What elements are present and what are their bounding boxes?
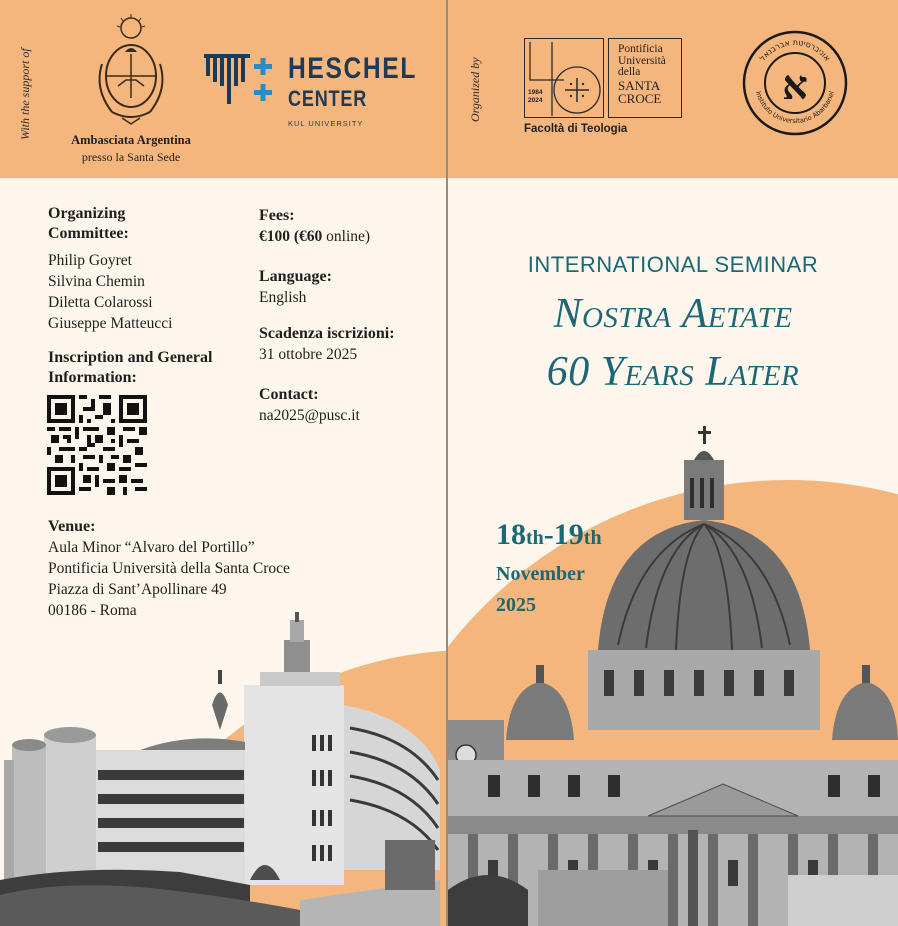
heschel-name: HESCHEL	[288, 52, 418, 85]
heschel-center: CENTER	[288, 86, 368, 111]
deadline-value: 31 ottobre 2025	[259, 346, 358, 363]
seminar-title-line1: Nostra Aetate	[553, 291, 793, 337]
svg-text:Instituto Universitario Abarba: Instituto Universitario Abarbanel	[754, 90, 836, 126]
venue-line: Pontificia Università della Santa Croce	[48, 560, 290, 577]
heschel-university: KUL UNIVERSITY	[288, 119, 364, 128]
left-panel	[0, 0, 446, 926]
committee-member: Philip Goyret	[48, 252, 132, 269]
qr-code[interactable]	[47, 395, 147, 495]
seminar-title-line2: 60 Years Later	[546, 349, 800, 395]
event-dates: 18th-19th	[496, 518, 602, 551]
committee-member: Giuseppe Matteucci	[48, 315, 173, 332]
contact-heading: Contact:	[259, 386, 319, 403]
faculty-name: Facoltà di Teologia	[524, 123, 628, 135]
embassy-name: Ambasciata Argentina	[71, 133, 191, 147]
embassy-subtitle: presso la Santa Sede	[81, 150, 181, 164]
venue-block	[48, 517, 348, 621]
venue-line: Piazza di Sant’Apollinare 49	[48, 581, 227, 598]
event-month: November	[496, 563, 585, 585]
contact-email[interactable]: na2025@pusc.it	[259, 407, 360, 424]
venue-line: Aula Minor “Alvaro del Portillo”	[48, 539, 255, 556]
pusc-years: 1984 2024	[528, 89, 543, 104]
inscription-heading: Inscription and General Information:	[48, 349, 213, 386]
language-value: English	[259, 289, 307, 306]
committee-member: Diletta Colarossi	[48, 294, 153, 311]
support-label: With the support of	[18, 48, 32, 140]
right-panel	[448, 0, 898, 926]
venue-heading: Venue:	[48, 518, 96, 535]
pusc-40-anniversary-logo	[524, 38, 604, 118]
university-building-image	[0, 610, 446, 926]
event-year: 2025	[496, 594, 536, 616]
menorah-cross-icon	[204, 50, 284, 110]
argentine-coat-of-arms-icon	[92, 14, 170, 126]
st-peters-basilica-image	[448, 420, 898, 926]
seminar-label: INTERNATIONAL SEMINAR	[527, 252, 819, 277]
committee-heading: Organizing Committee:	[48, 205, 129, 242]
pusc-name: Pontificia Università della SANTA CROCE	[618, 43, 666, 106]
language-heading: Language:	[259, 268, 332, 285]
venue-line: 00186 - Roma	[48, 602, 137, 619]
svg-text:אוניברסיטת אברבנאל: אוניברסיטת אברבנאל	[757, 37, 833, 63]
abarbanel-seal-icon	[742, 30, 848, 136]
committee-block	[48, 204, 238, 334]
organized-label: Organized by	[468, 57, 482, 122]
svg-text:א: א	[782, 62, 808, 109]
committee-member: Silvina Chemin	[48, 273, 145, 290]
fees-heading: Fees:	[259, 207, 295, 224]
fees-value: €100 (€60 online)	[259, 228, 371, 245]
info-column	[259, 206, 439, 426]
deadline-heading: Scadenza iscrizioni:	[259, 325, 395, 342]
